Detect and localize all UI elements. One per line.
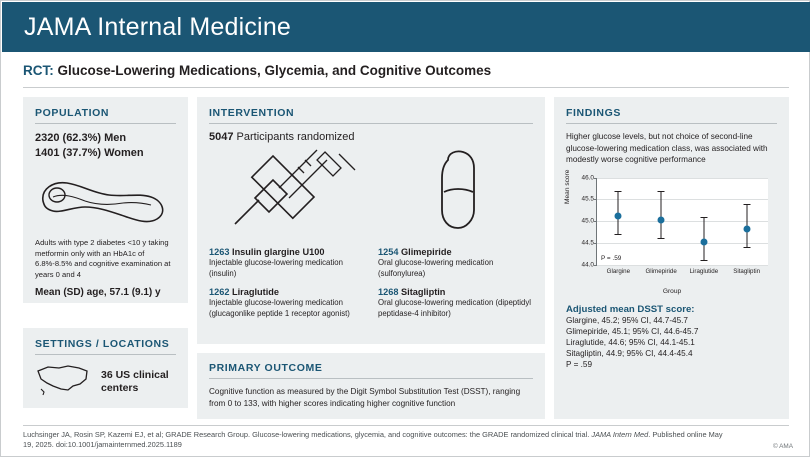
arm-description: Oral glucose-lowering medication (dipeptidyl peptidase-4 inhibitor) — [378, 298, 531, 318]
chart-x-axis-label: Group — [662, 287, 682, 295]
primary-outcome-panel — [197, 353, 545, 419]
settings-panel — [23, 328, 188, 408]
chart-y-tick-mark — [594, 178, 597, 179]
intervention-panel — [197, 97, 545, 344]
chart-gridline — [597, 265, 768, 266]
dsst-chart — [564, 169, 778, 298]
chart-error-cap — [615, 234, 622, 235]
participants-randomized — [209, 131, 533, 143]
population-divider — [35, 123, 176, 124]
chart-gridline — [597, 178, 768, 179]
chart-y-tick: 44.0 — [581, 261, 594, 268]
chart-x-tick: Liraglutide — [689, 267, 719, 275]
adjusted-scores-title: Adjusted mean DSST score: — [566, 303, 695, 315]
citation-journal: JAMA Intern Med — [591, 430, 649, 439]
chart-error-cap — [615, 191, 622, 192]
citation — [23, 430, 723, 450]
chart-y-tick-mark — [594, 221, 597, 222]
chart-plot-area — [581, 174, 768, 275]
population-note: Adults with type 2 diabetes <10 y taking metformin only with an HbA1c of 6.8%-8.5% and cognitive examination at years 0 and 4 — [35, 238, 171, 279]
chart-y-axis-label: Mean score — [564, 169, 571, 204]
intervention-column-left — [209, 247, 364, 327]
population-panel — [23, 97, 188, 303]
chart-gridline — [597, 221, 768, 222]
chart-error-cap — [700, 217, 707, 218]
chart-x-tick: Glimepiride — [645, 267, 677, 275]
intervention-title: INTERVENTION — [209, 107, 295, 119]
chart-x-tick: Glargine — [606, 267, 631, 275]
findings-title: FINDINGS — [566, 107, 621, 119]
title-divider — [23, 87, 789, 88]
chart-error-bar — [661, 191, 662, 239]
chart-gridline — [597, 243, 768, 244]
chart-error-cap — [658, 238, 665, 239]
population-age: Mean (SD) age, 57.1 (9.1) y — [35, 287, 161, 298]
chart-y-tick-mark — [594, 243, 597, 244]
chart-y-tick-mark — [594, 265, 597, 266]
intervention-item — [378, 247, 533, 279]
intervention-column-right — [378, 247, 533, 327]
findings-divider — [566, 123, 777, 124]
chart-error-cap — [700, 260, 707, 261]
settings-title: SETTINGS / LOCATIONS — [35, 338, 170, 350]
chart-data-point — [658, 217, 665, 224]
page-title — [23, 63, 783, 78]
chart-y-tick: 45.5 — [581, 195, 594, 203]
journal-header — [2, 2, 810, 52]
syringe-icon — [229, 148, 379, 239]
arm-count: 1263 — [209, 247, 230, 257]
participants-label: Participants randomized — [233, 131, 355, 143]
population-men: 2320 (62.3%) Men — [35, 132, 127, 144]
adjusted-score-line: Liraglutide, 44.6; 95% CI, 44.1-45.1 — [566, 337, 695, 347]
arm-count: 1268 — [378, 287, 399, 297]
chart-data-point — [700, 238, 707, 245]
chart-y-tick: 46.0 — [581, 174, 594, 181]
chart-data-point — [743, 225, 750, 232]
adjusted-score-line: Glimepiride, 45.1; 95% CI, 44.6-45.7 — [566, 326, 699, 336]
findings-text: Higher glucose levels, but not choice of second-line glucose-lowering medication class, was associated with modestly worse cognitive performance — [566, 132, 768, 164]
chart-data-point — [615, 212, 622, 219]
chart-error-cap — [743, 247, 750, 248]
citation-line2: . Published online May 19, 2025. doi:10.1001/jamainternmed.2025.1189 — [23, 430, 723, 449]
chart-y-tick-mark — [594, 199, 597, 200]
primary-outcome-text: Cognitive function as measured by the Digit Symbol Substitution Test (DSST), ranging from 0 to 133, with higher scores indicating higher cognitive function — [209, 387, 521, 408]
intervention-arms — [209, 247, 533, 327]
study-type-label: RCT: — [23, 63, 54, 78]
chart-x-tick: Sitagliptin — [733, 267, 761, 275]
copyright: © AMA — [773, 443, 793, 450]
chart-error-cap — [743, 204, 750, 205]
primary-outcome-divider — [209, 378, 533, 379]
arm-name: Sitagliptin — [401, 287, 446, 297]
population-women: 1401 (37.7%) Women — [35, 147, 144, 159]
adjusted-pvalue: P = .59 — [566, 360, 593, 370]
participants-count: 5047 — [209, 131, 234, 143]
adjusted-score-line: Sitagliptin, 44.9; 95% CI, 44.4-45.4 — [566, 349, 693, 359]
arm-name: Glimepiride — [401, 247, 452, 257]
intervention-item — [378, 287, 533, 319]
pancreas-icon — [35, 171, 176, 232]
footer-divider — [23, 425, 789, 426]
settings-text: 36 US clinical centers — [101, 368, 169, 394]
intervention-item — [209, 287, 364, 319]
us-map-icon — [35, 362, 91, 401]
intervention-divider — [209, 123, 533, 124]
arm-name: Insulin glargine U100 — [232, 247, 325, 257]
intervention-artwork — [209, 147, 533, 239]
journal-title: JAMA Internal Medicine — [24, 12, 292, 41]
arm-name: Liraglutide — [232, 287, 279, 297]
arm-count: 1262 — [209, 287, 230, 297]
settings-divider — [35, 354, 176, 355]
arm-description: Injectable glucose-lowering medication (insulin) — [209, 258, 343, 278]
adjusted-score-line: Glargine, 45.2; 95% CI, 44.7-45.7 — [566, 315, 688, 325]
population-title: POPULATION — [35, 107, 110, 119]
arm-description: Oral glucose-lowering medication (sulfonylurea) — [378, 258, 494, 278]
chart-gridline — [597, 199, 768, 200]
chart-y-tick: 44.5 — [581, 239, 594, 247]
arm-count: 1254 — [378, 247, 399, 257]
pill-capsule-icon — [418, 148, 514, 239]
chart-error-cap — [658, 191, 665, 192]
primary-outcome-title: PRIMARY OUTCOME — [209, 362, 323, 374]
citation-line1: Luchsinger JA, Rosin SP, Kazemi EJ, et al; GRADE Research Group. Glucose-lowering medications, glycemia, and cognitive outcomes: the GRADE randomized clinical trial. — [23, 430, 590, 439]
arm-description: Injectable glucose-lowering medication (glucagonlike peptide 1 receptor agonist) — [209, 298, 350, 318]
findings-panel — [554, 97, 789, 419]
chart-y-tick: 45.0 — [581, 217, 594, 225]
intervention-item — [209, 247, 364, 279]
study-title-text: Glucose-Lowering Medications, Glycemia, and Cognitive Outcomes — [53, 63, 492, 78]
chart-pvalue-annotation: P = .59 — [601, 254, 622, 262]
